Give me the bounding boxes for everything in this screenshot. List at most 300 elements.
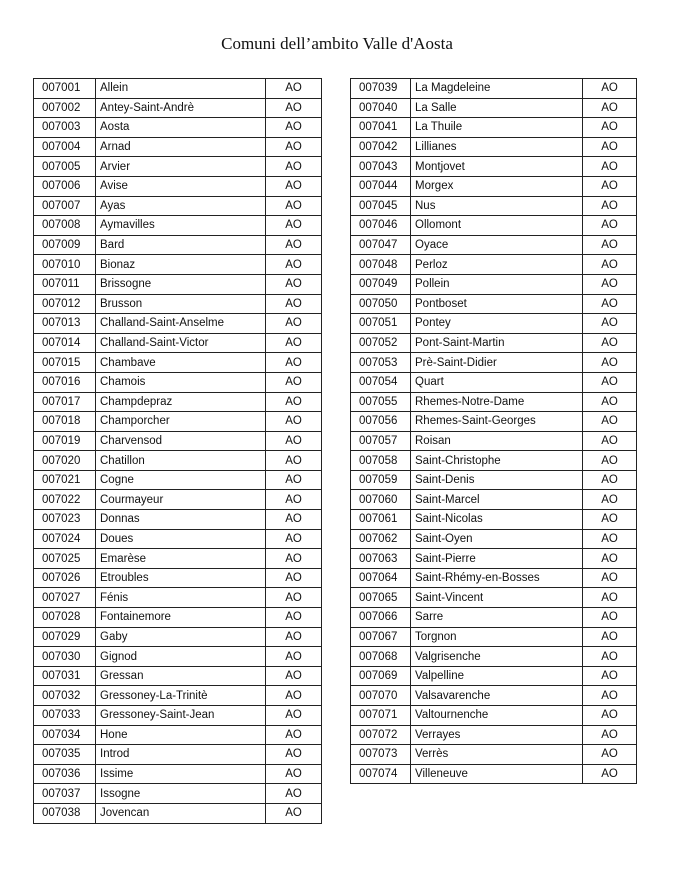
municipality-name-cell: Torgnon	[411, 627, 583, 647]
istat-code-cell: 007021	[34, 470, 96, 490]
province-cell: AO	[583, 353, 637, 373]
istat-code-cell: 007047	[351, 235, 411, 255]
istat-code-cell: 007016	[34, 372, 96, 392]
istat-code-cell: 007030	[34, 647, 96, 667]
istat-code-cell: 007002	[34, 98, 96, 118]
table-row	[351, 314, 637, 334]
province-cell: AO	[266, 568, 322, 588]
province-cell: AO	[266, 647, 322, 667]
municipality-name-cell: Bard	[96, 235, 266, 255]
province-cell: AO	[266, 353, 322, 373]
istat-code-cell: 007035	[34, 745, 96, 765]
province-cell: AO	[266, 333, 322, 353]
municipality-table-left	[33, 78, 322, 824]
province-cell: AO	[583, 588, 637, 608]
istat-code-cell: 007005	[34, 157, 96, 177]
province-cell: AO	[266, 392, 322, 412]
municipality-name-cell: Saint-Marcel	[411, 490, 583, 510]
province-cell: AO	[583, 372, 637, 392]
municipality-name-cell: Saint-Nicolas	[411, 510, 583, 530]
table-row	[34, 294, 322, 314]
municipality-name-cell: Saint-Pierre	[411, 549, 583, 569]
province-cell: AO	[583, 627, 637, 647]
table-row	[34, 686, 322, 706]
province-cell: AO	[266, 764, 322, 784]
table-row	[34, 627, 322, 647]
istat-code-cell: 007011	[34, 274, 96, 294]
istat-code-cell: 007051	[351, 314, 411, 334]
municipality-name-cell: Fénis	[96, 588, 266, 608]
table-row	[351, 294, 637, 314]
istat-code-cell: 007056	[351, 412, 411, 432]
municipality-name-cell: Valpelline	[411, 666, 583, 686]
municipality-name-cell: Gressoney-Saint-Jean	[96, 706, 266, 726]
istat-code-cell: 007065	[351, 588, 411, 608]
table-row	[351, 157, 637, 177]
province-cell: AO	[266, 510, 322, 530]
municipality-name-cell: Gignod	[96, 647, 266, 667]
province-cell: AO	[583, 510, 637, 530]
istat-code-cell: 007034	[34, 725, 96, 745]
province-cell: AO	[583, 725, 637, 745]
province-cell: AO	[583, 216, 637, 236]
province-cell: AO	[583, 314, 637, 334]
table-body-right	[351, 79, 637, 784]
table-row	[34, 706, 322, 726]
municipality-name-cell: Cogne	[96, 470, 266, 490]
municipality-name-cell: Doues	[96, 529, 266, 549]
table-row	[351, 176, 637, 196]
istat-code-cell: 007041	[351, 118, 411, 138]
table-row	[351, 412, 637, 432]
table-row	[34, 333, 322, 353]
istat-code-cell: 007071	[351, 706, 411, 726]
province-cell: AO	[583, 333, 637, 353]
table-row	[351, 196, 637, 216]
municipality-name-cell: Morgex	[411, 176, 583, 196]
province-cell: AO	[583, 549, 637, 569]
province-cell: AO	[266, 706, 322, 726]
municipality-name-cell: Lillianes	[411, 137, 583, 157]
table-row	[34, 490, 322, 510]
table-row	[351, 608, 637, 628]
table-row	[351, 490, 637, 510]
istat-code-cell: 007053	[351, 353, 411, 373]
province-cell: AO	[266, 745, 322, 765]
municipality-name-cell: Saint-Vincent	[411, 588, 583, 608]
istat-code-cell: 007069	[351, 666, 411, 686]
istat-code-cell: 007032	[34, 686, 96, 706]
istat-code-cell: 007060	[351, 490, 411, 510]
municipality-table-right	[350, 78, 637, 784]
table-row	[34, 608, 322, 628]
municipality-name-cell: Challand-Saint-Victor	[96, 333, 266, 353]
province-cell: AO	[266, 216, 322, 236]
table-row	[34, 666, 322, 686]
table-row	[34, 353, 322, 373]
municipality-name-cell: Ollomont	[411, 216, 583, 236]
istat-code-cell: 007057	[351, 431, 411, 451]
istat-code-cell: 007015	[34, 353, 96, 373]
istat-code-cell: 007040	[351, 98, 411, 118]
province-cell: AO	[266, 451, 322, 471]
province-cell: AO	[583, 255, 637, 275]
table-row	[34, 725, 322, 745]
table-row	[351, 216, 637, 236]
table-row	[34, 803, 322, 823]
municipality-name-cell: Perloz	[411, 255, 583, 275]
municipality-name-cell: Issime	[96, 764, 266, 784]
istat-code-cell: 007008	[34, 216, 96, 236]
municipality-name-cell: Valsavarenche	[411, 686, 583, 706]
istat-code-cell: 007003	[34, 118, 96, 138]
istat-code-cell: 007070	[351, 686, 411, 706]
istat-code-cell: 007045	[351, 196, 411, 216]
istat-code-cell: 007042	[351, 137, 411, 157]
municipality-name-cell: Quart	[411, 372, 583, 392]
municipality-name-cell: Jovencan	[96, 803, 266, 823]
table-row	[34, 510, 322, 530]
istat-code-cell: 007004	[34, 137, 96, 157]
istat-code-cell: 007063	[351, 549, 411, 569]
istat-code-cell: 007059	[351, 470, 411, 490]
istat-code-cell: 007073	[351, 745, 411, 765]
table-row	[34, 79, 322, 99]
table-row	[351, 666, 637, 686]
istat-code-cell: 007033	[34, 706, 96, 726]
province-cell: AO	[266, 137, 322, 157]
table-row	[351, 568, 637, 588]
municipality-name-cell: Montjovet	[411, 157, 583, 177]
municipality-name-cell: Saint-Rhémy-en-Bosses	[411, 568, 583, 588]
province-cell: AO	[266, 803, 322, 823]
table-row	[351, 98, 637, 118]
table-row	[34, 764, 322, 784]
municipality-name-cell: Hone	[96, 725, 266, 745]
table-row	[351, 549, 637, 569]
municipality-name-cell: Arvier	[96, 157, 266, 177]
table-row	[351, 431, 637, 451]
province-cell: AO	[266, 431, 322, 451]
province-cell: AO	[266, 98, 322, 118]
municipality-name-cell: Challand-Saint-Anselme	[96, 314, 266, 334]
table-row	[34, 98, 322, 118]
table-row	[351, 372, 637, 392]
table-row	[34, 431, 322, 451]
province-cell: AO	[266, 470, 322, 490]
istat-code-cell: 007049	[351, 274, 411, 294]
table-row	[351, 745, 637, 765]
municipality-name-cell: Emarèse	[96, 549, 266, 569]
table-row	[34, 314, 322, 334]
istat-code-cell: 007068	[351, 647, 411, 667]
municipality-name-cell: Arnad	[96, 137, 266, 157]
table-row	[34, 255, 322, 275]
municipality-name-cell: Introd	[96, 745, 266, 765]
istat-code-cell: 007012	[34, 294, 96, 314]
table-row	[351, 255, 637, 275]
municipality-name-cell: Saint-Christophe	[411, 451, 583, 471]
istat-code-cell: 007044	[351, 176, 411, 196]
table-row	[351, 627, 637, 647]
municipality-name-cell: Prè-Saint-Didier	[411, 353, 583, 373]
province-cell: AO	[266, 529, 322, 549]
municipality-name-cell: Charvensod	[96, 431, 266, 451]
istat-code-cell: 007010	[34, 255, 96, 275]
province-cell: AO	[266, 294, 322, 314]
municipality-name-cell: Valtournenche	[411, 706, 583, 726]
istat-code-cell: 007061	[351, 510, 411, 530]
table-row	[34, 176, 322, 196]
table-row	[351, 235, 637, 255]
province-cell: AO	[583, 451, 637, 471]
province-cell: AO	[583, 137, 637, 157]
province-cell: AO	[266, 176, 322, 196]
istat-code-cell: 007036	[34, 764, 96, 784]
province-cell: AO	[583, 745, 637, 765]
table-row	[34, 568, 322, 588]
province-cell: AO	[583, 118, 637, 138]
istat-code-cell: 007054	[351, 372, 411, 392]
municipality-name-cell: Roisan	[411, 431, 583, 451]
province-cell: AO	[266, 314, 322, 334]
table-row	[34, 412, 322, 432]
province-cell: AO	[583, 568, 637, 588]
province-cell: AO	[583, 274, 637, 294]
municipality-name-cell: Champorcher	[96, 412, 266, 432]
istat-code-cell: 007064	[351, 568, 411, 588]
istat-code-cell: 007067	[351, 627, 411, 647]
municipality-name-cell: Valgrisenche	[411, 647, 583, 667]
province-cell: AO	[266, 666, 322, 686]
istat-code-cell: 007007	[34, 196, 96, 216]
istat-code-cell: 007006	[34, 176, 96, 196]
table-row	[34, 235, 322, 255]
municipality-name-cell: Nus	[411, 196, 583, 216]
province-cell: AO	[583, 686, 637, 706]
istat-code-cell: 007028	[34, 608, 96, 628]
table-row	[351, 451, 637, 471]
istat-code-cell: 007025	[34, 549, 96, 569]
table-row	[351, 392, 637, 412]
province-cell: AO	[266, 725, 322, 745]
province-cell: AO	[583, 470, 637, 490]
province-cell: AO	[266, 118, 322, 138]
table-row	[34, 118, 322, 138]
municipality-name-cell: Aosta	[96, 118, 266, 138]
municipality-name-cell: Chatillon	[96, 451, 266, 471]
municipality-name-cell: Chambave	[96, 353, 266, 373]
municipality-name-cell: Verrès	[411, 745, 583, 765]
province-cell: AO	[583, 294, 637, 314]
table-row	[351, 353, 637, 373]
province-cell: AO	[583, 706, 637, 726]
istat-code-cell: 007013	[34, 314, 96, 334]
table-row	[351, 118, 637, 138]
table-row	[351, 706, 637, 726]
istat-code-cell: 007014	[34, 333, 96, 353]
istat-code-cell: 007062	[351, 529, 411, 549]
istat-code-cell: 007017	[34, 392, 96, 412]
province-cell: AO	[266, 588, 322, 608]
province-cell: AO	[266, 686, 322, 706]
table-row	[351, 529, 637, 549]
table-row	[351, 510, 637, 530]
istat-code-cell: 007029	[34, 627, 96, 647]
municipality-name-cell: Avise	[96, 176, 266, 196]
municipality-name-cell: Pollein	[411, 274, 583, 294]
municipality-name-cell: La Thuile	[411, 118, 583, 138]
municipality-name-cell: Verrayes	[411, 725, 583, 745]
municipality-name-cell: Sarre	[411, 608, 583, 628]
municipality-name-cell: Courmayeur	[96, 490, 266, 510]
table-row	[34, 196, 322, 216]
istat-code-cell: 007055	[351, 392, 411, 412]
istat-code-cell: 007058	[351, 451, 411, 471]
municipality-name-cell: Gressan	[96, 666, 266, 686]
table-row	[351, 647, 637, 667]
province-cell: AO	[266, 196, 322, 216]
istat-code-cell: 007023	[34, 510, 96, 530]
table-row	[351, 725, 637, 745]
istat-code-cell: 007020	[34, 451, 96, 471]
province-cell: AO	[583, 490, 637, 510]
municipality-name-cell: Donnas	[96, 510, 266, 530]
province-cell: AO	[583, 764, 637, 784]
table-row	[351, 588, 637, 608]
municipality-name-cell: Antey-Saint-Andrè	[96, 98, 266, 118]
table-row	[34, 157, 322, 177]
table-row	[34, 470, 322, 490]
municipality-name-cell: Chamois	[96, 372, 266, 392]
istat-code-cell: 007031	[34, 666, 96, 686]
province-cell: AO	[583, 157, 637, 177]
municipality-name-cell: Ayas	[96, 196, 266, 216]
province-cell: AO	[583, 412, 637, 432]
municipality-name-cell: Pontey	[411, 314, 583, 334]
municipality-name-cell: Brusson	[96, 294, 266, 314]
table-row	[34, 274, 322, 294]
municipality-name-cell: Brissogne	[96, 274, 266, 294]
municipality-name-cell: Gaby	[96, 627, 266, 647]
istat-code-cell: 007052	[351, 333, 411, 353]
province-cell: AO	[583, 647, 637, 667]
istat-code-cell: 007038	[34, 803, 96, 823]
istat-code-cell: 007066	[351, 608, 411, 628]
province-cell: AO	[266, 255, 322, 275]
municipality-name-cell: Aymavilles	[96, 216, 266, 236]
province-cell: AO	[266, 79, 322, 99]
table-row	[351, 470, 637, 490]
province-cell: AO	[583, 235, 637, 255]
table-row	[34, 549, 322, 569]
istat-code-cell: 007046	[351, 216, 411, 236]
municipality-name-cell: Champdepraz	[96, 392, 266, 412]
province-cell: AO	[583, 529, 637, 549]
table-body-left	[34, 79, 322, 824]
municipality-name-cell: La Salle	[411, 98, 583, 118]
istat-code-cell: 007027	[34, 588, 96, 608]
province-cell: AO	[583, 79, 637, 99]
table-row	[34, 784, 322, 804]
municipality-name-cell: Allein	[96, 79, 266, 99]
province-cell: AO	[266, 274, 322, 294]
istat-code-cell: 007050	[351, 294, 411, 314]
province-cell: AO	[266, 784, 322, 804]
province-cell: AO	[266, 627, 322, 647]
province-cell: AO	[266, 412, 322, 432]
istat-code-cell: 007019	[34, 431, 96, 451]
municipality-name-cell: Saint-Denis	[411, 470, 583, 490]
province-cell: AO	[266, 157, 322, 177]
istat-code-cell: 007039	[351, 79, 411, 99]
municipality-name-cell: Rhemes-Saint-Georges	[411, 412, 583, 432]
istat-code-cell: 007001	[34, 79, 96, 99]
province-cell: AO	[583, 98, 637, 118]
istat-code-cell: 007009	[34, 235, 96, 255]
table-row	[34, 451, 322, 471]
municipality-name-cell: Bionaz	[96, 255, 266, 275]
table-row	[351, 686, 637, 706]
istat-code-cell: 007026	[34, 568, 96, 588]
istat-code-cell: 007074	[351, 764, 411, 784]
province-cell: AO	[583, 196, 637, 216]
municipality-name-cell: Issogne	[96, 784, 266, 804]
province-cell: AO	[583, 608, 637, 628]
municipality-name-cell: Saint-Oyen	[411, 529, 583, 549]
table-row	[34, 647, 322, 667]
province-cell: AO	[583, 176, 637, 196]
table-row	[351, 79, 637, 99]
table-row	[351, 333, 637, 353]
province-cell: AO	[266, 549, 322, 569]
municipality-name-cell: Gressoney-La-Trinitè	[96, 686, 266, 706]
province-cell: AO	[583, 666, 637, 686]
municipality-name-cell: La Magdeleine	[411, 79, 583, 99]
table-row	[34, 588, 322, 608]
table-row	[34, 392, 322, 412]
municipality-name-cell: Villeneuve	[411, 764, 583, 784]
istat-code-cell: 007037	[34, 784, 96, 804]
province-cell: AO	[266, 372, 322, 392]
table-row	[34, 216, 322, 236]
table-row	[34, 529, 322, 549]
table-row	[34, 745, 322, 765]
istat-code-cell: 007022	[34, 490, 96, 510]
municipality-name-cell: Etroubles	[96, 568, 266, 588]
province-cell: AO	[266, 490, 322, 510]
province-cell: AO	[583, 392, 637, 412]
municipality-name-cell: Fontainemore	[96, 608, 266, 628]
province-cell: AO	[266, 608, 322, 628]
table-row	[351, 137, 637, 157]
municipality-name-cell: Pont-Saint-Martin	[411, 333, 583, 353]
table-row	[34, 137, 322, 157]
province-cell: AO	[583, 431, 637, 451]
table-row	[351, 764, 637, 784]
province-cell: AO	[266, 235, 322, 255]
municipality-name-cell: Rhemes-Notre-Dame	[411, 392, 583, 412]
municipality-name-cell: Pontboset	[411, 294, 583, 314]
table-row	[34, 372, 322, 392]
istat-code-cell: 007048	[351, 255, 411, 275]
istat-code-cell: 007043	[351, 157, 411, 177]
municipality-name-cell: Oyace	[411, 235, 583, 255]
istat-code-cell: 007018	[34, 412, 96, 432]
table-row	[351, 274, 637, 294]
istat-code-cell: 007024	[34, 529, 96, 549]
istat-code-cell: 007072	[351, 725, 411, 745]
